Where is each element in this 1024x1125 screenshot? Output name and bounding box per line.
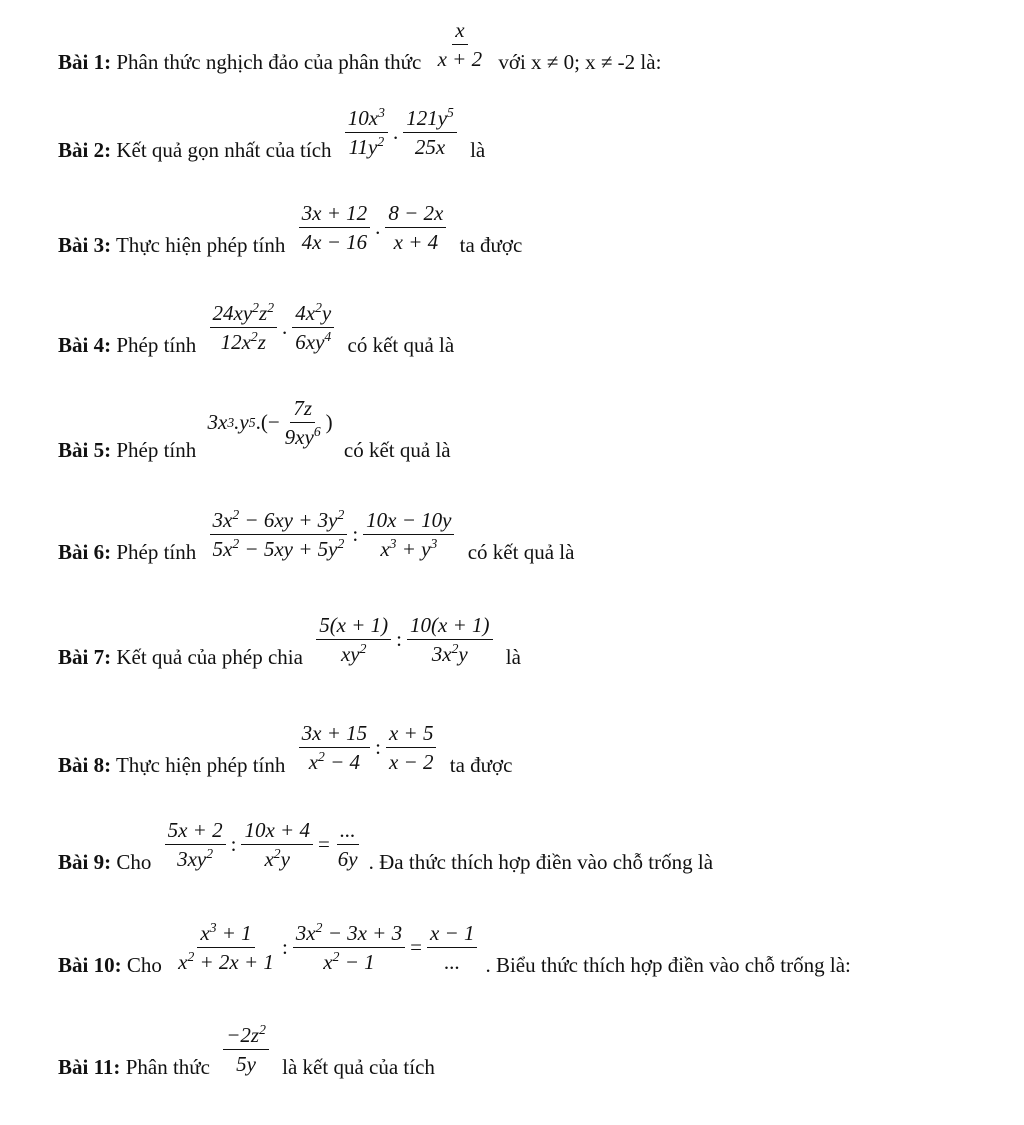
numerator: $24xy^2z^2$ [210, 301, 278, 328]
term: .y [234, 410, 249, 435]
math-expression [208, 508, 457, 561]
problem-tail: với x ≠ 0; x ≠ -2 là: [493, 50, 662, 75]
problem-text: Cho [111, 850, 157, 875]
math-expression [297, 721, 439, 774]
problem-tail: là [464, 138, 486, 163]
problem-5 [58, 396, 451, 463]
problem-text: Phép tính [111, 438, 202, 463]
math-expression [433, 18, 488, 71]
fraction [345, 106, 388, 159]
fraction [241, 818, 313, 871]
fraction [385, 201, 446, 254]
numerator: $121y^5$ [403, 106, 457, 133]
denominator: $x^2y$ [264, 845, 290, 872]
problem-tail: có kết quả là [462, 540, 575, 565]
numerator: 10(x + 1) [407, 613, 492, 640]
problem-label: Bài 1: [58, 50, 112, 75]
denominator: x − 2 [388, 750, 434, 775]
problem-text: Cho [121, 953, 168, 978]
denominator: x + 2 [437, 47, 483, 72]
denominator: $6xy^4$ [295, 328, 332, 355]
numerator: $3x^2 - 6xy + 3y^2$ [210, 508, 348, 535]
problem-label: Bài 9: [58, 850, 112, 875]
denominator: 6y [337, 847, 358, 872]
fraction [210, 301, 278, 354]
denominator: $11y^2$ [348, 133, 385, 160]
problem-tail: ta được [444, 753, 513, 778]
math-expression [221, 1023, 271, 1076]
problem-tail: . Biểu thức thích hợp điền vào chỗ trống là: [485, 953, 851, 978]
problem-label: Bài 2: [58, 138, 112, 163]
numerator: $4x^2y$ [292, 301, 334, 328]
math-expression [173, 921, 479, 974]
denominator: $5x^2 - 5xy + 5y^2$ [212, 535, 345, 562]
numerator: $10x^3$ [345, 106, 388, 133]
denominator: $x^3 + y^3$ [380, 535, 438, 562]
fraction [386, 721, 437, 774]
denominator: x + 4 [393, 230, 439, 255]
open-paren: .(− [255, 410, 280, 435]
numerator: $-2z^2$ [223, 1023, 269, 1050]
denominator: $x^2 - 4$ [308, 748, 361, 775]
numerator: 10x + 4 [241, 818, 313, 845]
denominator: 25x [414, 135, 446, 160]
problem-text: Phép tính [111, 333, 202, 358]
denominator: $xy^2$ [340, 640, 367, 667]
problem-tail: có kết quả là [342, 333, 455, 358]
numerator: $3x^2 - 3x + 3$ [293, 921, 405, 948]
problem-tail: có kết quả là [338, 438, 451, 463]
problem-tail: ta được [454, 233, 523, 258]
math-expression [343, 106, 459, 159]
problem-text: Phép tính [111, 540, 202, 565]
numerator: 5(x + 1) [316, 613, 391, 640]
operator: . [282, 315, 288, 340]
fraction [299, 721, 371, 774]
denominator: 4x − 16 [301, 230, 368, 255]
problem-tail: là [500, 645, 521, 670]
fraction [335, 818, 361, 871]
fraction [407, 613, 492, 666]
math-expression [297, 201, 449, 254]
numerator: x [452, 18, 467, 45]
problem-11 [58, 1021, 435, 1080]
operator: = [317, 832, 330, 857]
fraction [165, 818, 226, 871]
math-expression [163, 818, 363, 871]
problem-text: Kết quả gọn nhất của tích [111, 138, 337, 163]
term: 3x [207, 410, 228, 435]
problem-2 [58, 104, 486, 163]
numerator: 7z [290, 396, 315, 423]
problem-4 [58, 299, 455, 358]
problem-text: Thực hiện phép tính [111, 233, 291, 258]
fraction [316, 613, 391, 666]
close-paren: ) [325, 410, 333, 435]
fraction [293, 921, 405, 974]
blank-numerator: ... [337, 818, 359, 845]
problem-text: Kết quả của phép chia [111, 645, 309, 670]
operator: : [230, 832, 237, 857]
numerator: $x^3 + 1$ [197, 921, 254, 948]
operator: = [410, 935, 422, 960]
problem-label: Bài 7: [58, 645, 112, 670]
denominator: 5y [236, 1052, 256, 1077]
operator: : [396, 627, 403, 652]
fraction [435, 18, 486, 71]
problem-tail: là kết quả của tích [276, 1055, 435, 1080]
denominator: $12x^2z$ [220, 328, 266, 355]
problem-3 [58, 201, 523, 258]
problem-label: Bài 4: [58, 333, 112, 358]
numerator: 10x − 10y [363, 508, 454, 535]
denominator: $x^2 + 2x + 1$ [178, 948, 274, 975]
operator: : [281, 935, 288, 960]
operator: : [375, 735, 381, 760]
problem-8 [58, 721, 513, 778]
numerator: x + 5 [386, 721, 437, 748]
fraction [210, 508, 348, 561]
fraction [282, 396, 324, 449]
fraction [299, 201, 371, 254]
numerator: 3x + 12 [299, 201, 371, 228]
denominator: $9xy^6$ [284, 423, 321, 450]
problem-10 [58, 919, 851, 978]
numerator: 8 − 2x [385, 201, 446, 228]
problem-1 [58, 18, 662, 75]
numerator: 5x + 2 [165, 818, 226, 845]
math-expression [208, 301, 337, 354]
denominator: $3x^2y$ [431, 640, 468, 667]
numerator: x − 1 [427, 921, 478, 948]
problem-text: Thực hiện phép tính [111, 753, 291, 778]
fraction [427, 921, 478, 974]
fraction [223, 1023, 269, 1076]
problem-label: Bài 6: [58, 540, 112, 565]
fraction [292, 301, 334, 354]
numerator: 3x + 15 [299, 721, 371, 748]
problem-text: Phân thức [120, 1055, 216, 1080]
problem-label: Bài 5: [58, 438, 112, 463]
blank-denominator: ... [444, 950, 461, 975]
problem-label: Bài 11: [58, 1055, 121, 1080]
fraction [363, 508, 454, 561]
operator: . [392, 120, 399, 145]
problem-label: Bài 10: [58, 953, 122, 978]
problem-6 [58, 506, 575, 565]
fraction [403, 106, 457, 159]
denominator: $3xy^2$ [177, 845, 214, 872]
problem-9 [58, 818, 714, 875]
problem-label: Bài 8: [58, 753, 112, 778]
problem-label: Bài 3: [58, 233, 112, 258]
denominator: $x^2 - 1$ [323, 948, 375, 975]
operator: : [352, 522, 359, 547]
fraction [175, 921, 277, 974]
math-expression: 3x 3 .y 5 .(− $\frac{7z}{9xy^6}$ ) [207, 396, 333, 450]
problem-text: Phân thức nghịch đảo của phân thức [111, 50, 427, 75]
math-expression [314, 613, 494, 666]
problem-7 [58, 613, 521, 670]
operator: . [375, 215, 381, 240]
problem-tail: . Đa thức thích hợp điền vào chỗ trống là [368, 850, 714, 875]
